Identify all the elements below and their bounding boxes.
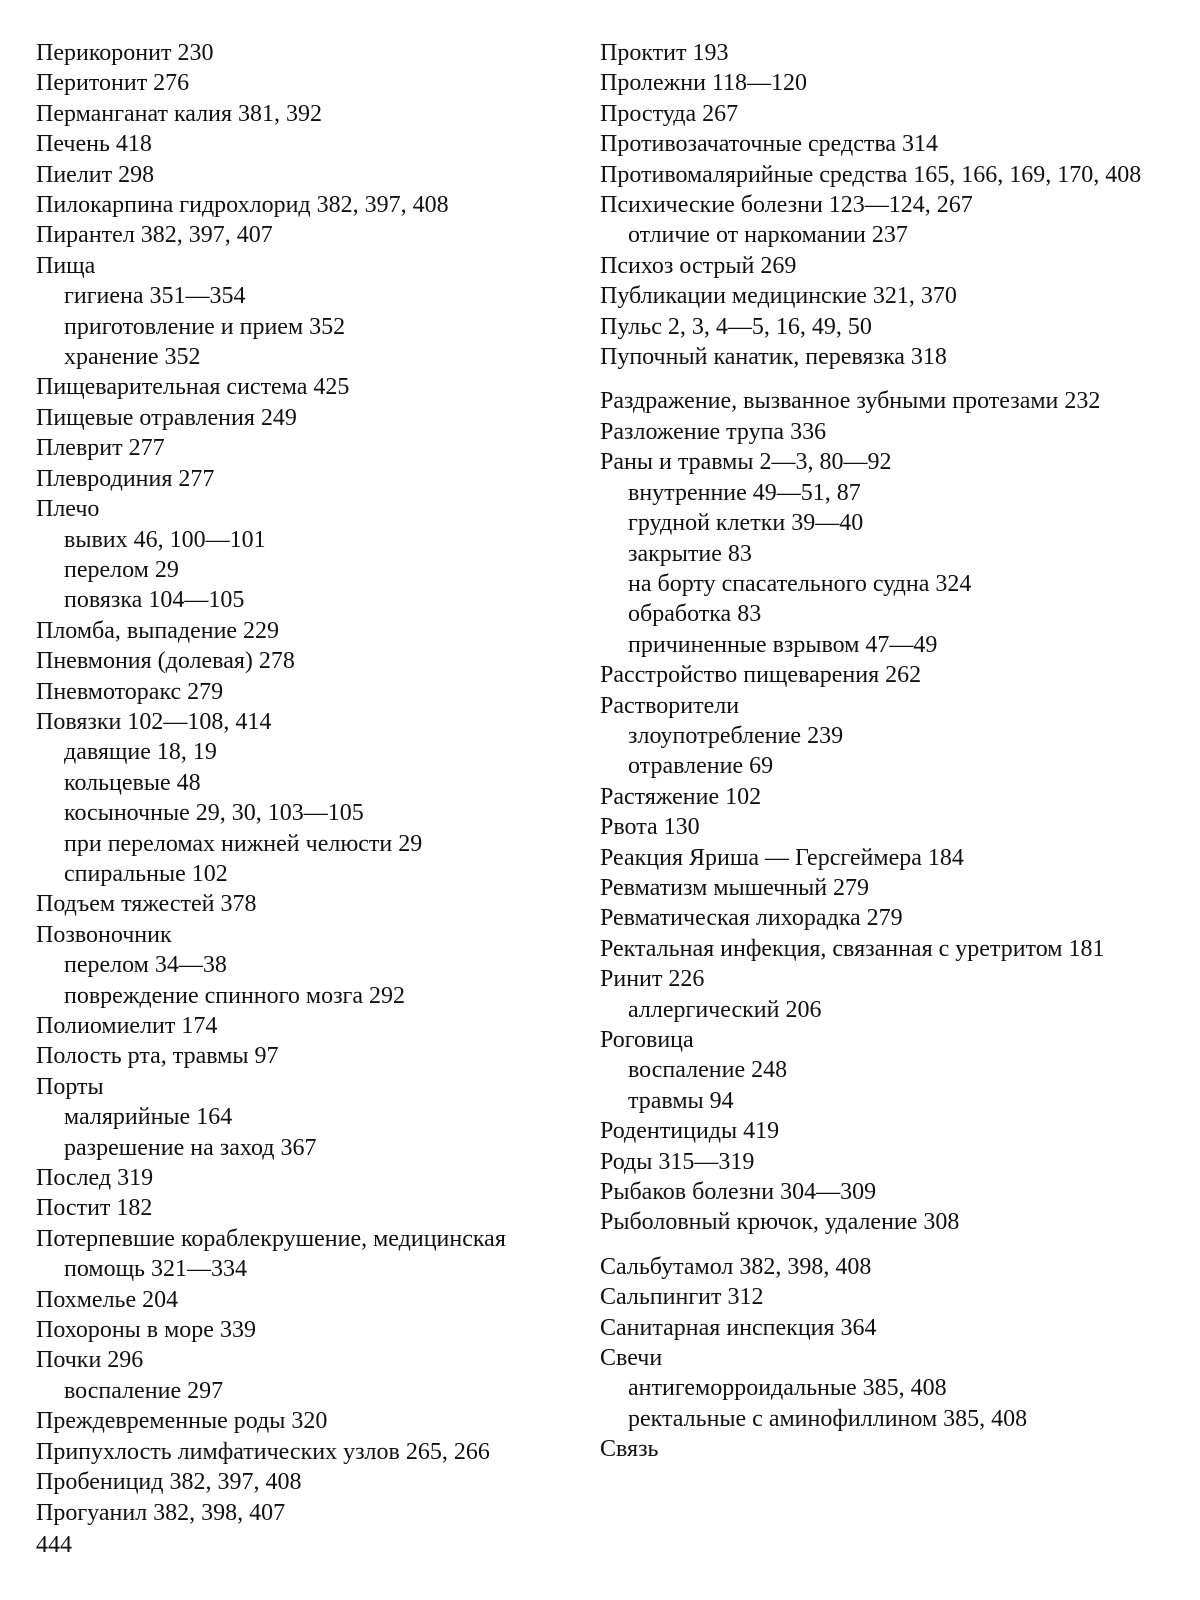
index-entry: Ревматическая лихорадка 279: [600, 905, 903, 932]
index-subentry: аллергический 206: [628, 996, 822, 1023]
index-subentry: гигиена 351—354: [64, 283, 246, 310]
index-entry: Ректальная инфекция, связанная с уретритом 181: [600, 935, 1105, 962]
index-entry: Реакция Яриша — Герсгеймера 184: [600, 844, 964, 871]
index-subentry: обработка 83: [628, 601, 762, 628]
index-entry: Родентициды 419: [600, 1118, 780, 1145]
index-subentry: злоупотребление 239: [628, 722, 844, 749]
index-entry: Растворители: [600, 692, 740, 719]
index-entry: Раны и травмы 2—3, 80—92: [600, 449, 892, 476]
index-entry: Пульс 2, 3, 4—5, 16, 49, 50: [600, 313, 872, 340]
index-subentry: малярийные 164: [64, 1104, 233, 1131]
index-subentry: на борту спасательного судна 324: [628, 570, 972, 597]
index-entry: Подъем тяжестей 378: [36, 891, 257, 918]
index-entry: Пупочный канатик, перевязка 318: [600, 344, 947, 371]
index-entry: Почки 296: [36, 1347, 144, 1374]
index-entry: Плечо: [36, 496, 100, 523]
index-entry: Пилокарпина гидрохлорид 382, 397, 408: [36, 192, 449, 219]
index-subentry: воспаление 297: [64, 1377, 224, 1404]
index-entry: Противомалярийные средства 165, 166, 169, 170, 408: [600, 161, 1142, 188]
index-entry: Психоз острый 269: [600, 252, 797, 279]
index-subentry: ректальные с аминофиллином 385, 408: [628, 1405, 1028, 1432]
index-entry: Печень 418: [36, 131, 152, 158]
index-subentry: при переломах нижней челюсти 29: [64, 830, 423, 857]
index-subentry: травмы 94: [628, 1087, 734, 1114]
index-entry: Ринит 226: [600, 966, 705, 993]
index-entry: Противозачаточные средства 314: [600, 131, 939, 158]
index-subentry: разрешение на заход 367: [64, 1134, 317, 1161]
index-entry: Разложение трупа 336: [600, 418, 827, 445]
index-entry: Пролежни 118—120: [600, 70, 808, 97]
index-entry: Перитонит 276: [36, 70, 190, 97]
index-entry: Пирантел 382, 397, 407: [36, 222, 273, 249]
index-entry: Связь: [600, 1436, 659, 1463]
index-entry: Полиомиелит 174: [36, 1013, 218, 1039]
index-entry: Ревматизм мышечный 279: [600, 874, 870, 901]
index-entry: Постит 182: [36, 1195, 153, 1222]
index-entry: Пищевые отравления 249: [36, 404, 297, 431]
index-entry: Пневмония (долевая) 278: [36, 648, 295, 675]
index-subentry: перелом 29: [64, 556, 179, 583]
index-subentry: закрытие 83: [628, 540, 752, 567]
index-entry: Потерпевшие кораблекрушение, медицинская помощь 321—334: [36, 1225, 506, 1283]
index-subentry: причиненные взрывом 47—49: [628, 631, 938, 658]
index-subentry: кольцевые 48: [64, 769, 201, 796]
index-subentry: воспаление 248: [628, 1057, 788, 1084]
index-entry: Пробеницид 382, 397, 408: [36, 1469, 302, 1496]
index-entry: Рвота 130: [600, 814, 700, 841]
index-column-left: [36, 38, 566, 1528]
index-entry: Послед 319: [36, 1165, 154, 1192]
index-entry: Пневмоторакс 279: [36, 678, 224, 705]
index-entry: Преждевременные роды 320: [36, 1408, 328, 1435]
index-subentry: повреждение спинного мозга 292: [64, 982, 406, 1009]
index-entry: Простуда 267: [600, 100, 739, 127]
index-entry: Сальбутамол 382, 398, 408: [600, 1253, 872, 1280]
index-entry: Растяжение 102: [600, 783, 762, 810]
index-subentry: повязка 104—105: [64, 587, 245, 614]
index-subentry: отличие от наркомании 237: [628, 222, 908, 249]
letter-section-gap: [600, 1238, 1160, 1252]
index-entry: Плеврит 277: [36, 435, 165, 462]
index-subentry: перелом 34—38: [64, 952, 227, 979]
index-entry: Перикоронит 230: [36, 40, 214, 66]
index-column-right: [600, 38, 1160, 1465]
index-entry: Санитарная инспекция 364: [600, 1314, 877, 1341]
index-entry: Похороны в море 339: [36, 1317, 256, 1344]
index-entry: Проктит 193: [600, 40, 729, 66]
index-subentry: давящие 18, 19: [64, 739, 217, 766]
index-entry: Свечи: [600, 1345, 663, 1372]
index-entry: Рыболовный крючок, удаление 308: [600, 1209, 960, 1236]
index-entry: Пищеварительная система 425: [36, 374, 350, 401]
index-subentry: отравление 69: [628, 753, 774, 780]
letter-section-gap: [600, 372, 1160, 386]
index-subentry: антигеморроидальные 385, 408: [628, 1375, 947, 1402]
index-subentry: хранение 352: [64, 344, 201, 371]
index-entry: Позвоночник: [36, 921, 172, 948]
index-entry: Прогуанил 382, 398, 407: [36, 1499, 286, 1526]
index-entry: Повязки 102—108, 414: [36, 708, 272, 735]
index-entry: Рыбаков болезни 304—309: [600, 1179, 877, 1206]
index-subentry: вывих 46, 100—101: [64, 526, 266, 553]
page-number: 444: [36, 1532, 72, 1558]
index-entry: Порты: [36, 1073, 104, 1100]
index-entry: Расстройство пищеварения 262: [600, 662, 922, 689]
index-entry: Раздражение, вызванное зубными протезами 232: [600, 388, 1101, 415]
index-subentry: спиральные 102: [64, 860, 228, 887]
index-subentry: внутренние 49—51, 87: [628, 479, 861, 506]
index-subentry: косыночные 29, 30, 103—105: [64, 800, 364, 827]
index-entry: Похмелье 204: [36, 1286, 179, 1313]
index-entry: Роговица: [600, 1027, 694, 1053]
index-entry: Пиелит 298: [36, 161, 155, 188]
index-entry: Публикации медицинские 321, 370: [600, 283, 957, 310]
index-entry: Перманганат калия 381, 392: [36, 100, 323, 127]
index-entry: Плевродиния 277: [36, 465, 215, 492]
index-entry: Роды 315—319: [600, 1148, 755, 1175]
index-entry: Полость рта, травмы 97: [36, 1043, 279, 1070]
index-entry: Припухлость лимфатических узлов 265, 266: [36, 1438, 490, 1465]
index-subentry: приготовление и прием 352: [64, 313, 346, 340]
index-entry: Психические болезни 123—124, 267: [600, 192, 973, 219]
index-entry: Пища: [36, 252, 96, 279]
index-entry: Пломба, выпадение 229: [36, 617, 280, 644]
index-entry: Сальпингит 312: [600, 1284, 764, 1311]
index-subentry: грудной клетки 39—40: [628, 510, 864, 537]
